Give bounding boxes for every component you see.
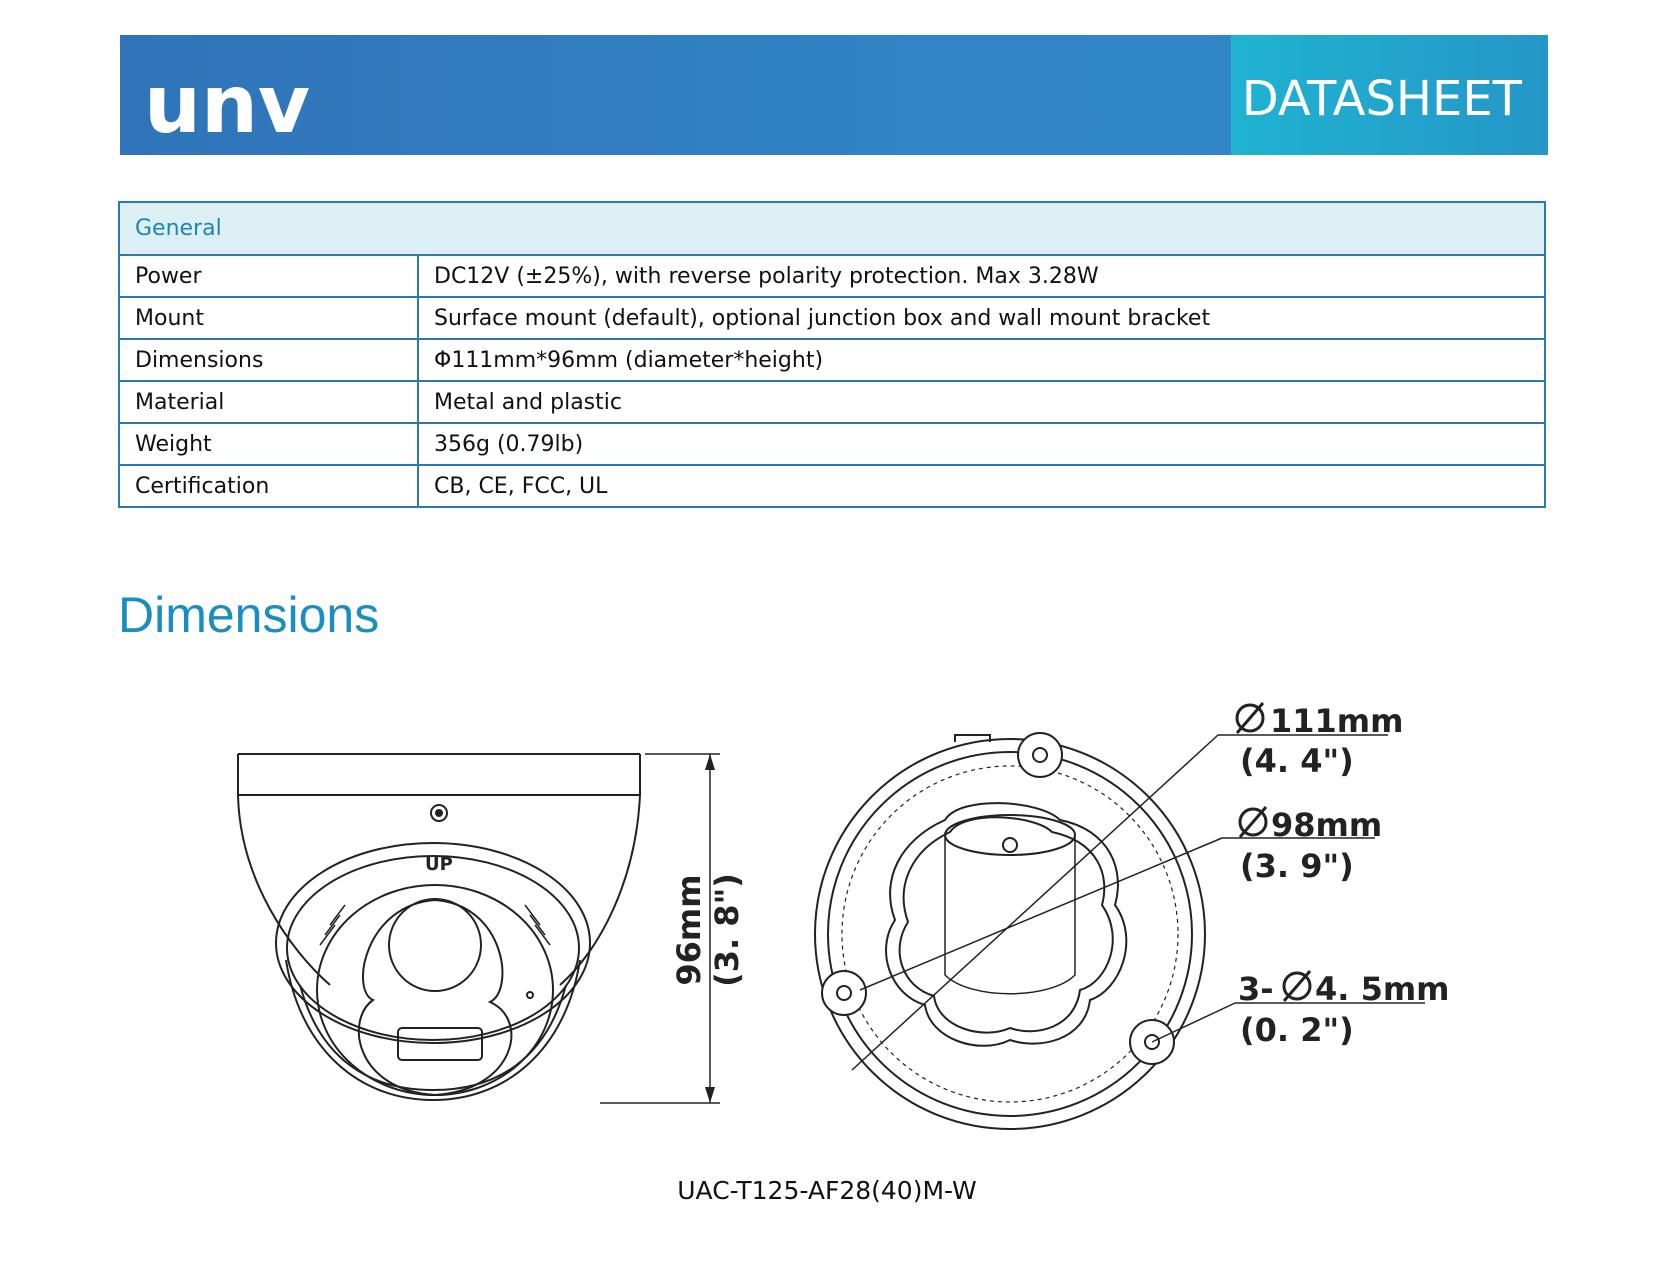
spec-value: DC12V (±25%), with reverse polarity protection. Max 3.28W [418, 255, 1545, 297]
side-view-camera [238, 754, 640, 1100]
spec-key: Power [119, 255, 418, 297]
model-caption: UAC-T125-AF28(40)M-W [677, 1176, 977, 1205]
hole-mm: 4. 5mm [1315, 970, 1450, 1008]
spec-value: Metal and plastic [418, 381, 1545, 423]
up-label: UP [425, 854, 453, 875]
section-title: General [119, 202, 1545, 255]
spec-key: Weight [119, 423, 418, 465]
dia-98-mm: 98mm [1271, 806, 1383, 844]
dia-111-in: (4. 4") [1240, 742, 1354, 780]
spec-value: CB, CE, FCC, UL [418, 465, 1545, 507]
spec-key: Certification [119, 465, 418, 507]
spec-value: 356g (0.79lb) [418, 423, 1545, 465]
hole-count: 3- [1238, 970, 1274, 1008]
unv-logo: unv [144, 58, 311, 151]
spec-key: Material [119, 381, 418, 423]
dia-98-in: (3. 9") [1240, 847, 1354, 885]
height-in-label: (3. 8") [708, 873, 746, 987]
dimensions-heading: Dimensions [118, 587, 380, 643]
dia-111-mm: 111mm [1270, 702, 1404, 740]
spec-value: Φ111mm*96mm (diameter*height) [418, 339, 1545, 381]
top-view-base [815, 733, 1205, 1129]
diameter-hole-label [1284, 971, 1310, 1001]
height-mm-label: 96mm [670, 874, 708, 986]
hole-in: (0. 2") [1240, 1011, 1354, 1049]
spec-key: Mount [119, 297, 418, 339]
spec-key: Dimensions [119, 339, 418, 381]
diameter-111-label [1237, 703, 1263, 733]
diameter-98-label [1240, 807, 1266, 837]
datasheet-title: DATASHEET [1241, 71, 1522, 127]
spec-value: Surface mount (default), optional junction box and wall mount bracket [418, 297, 1545, 339]
